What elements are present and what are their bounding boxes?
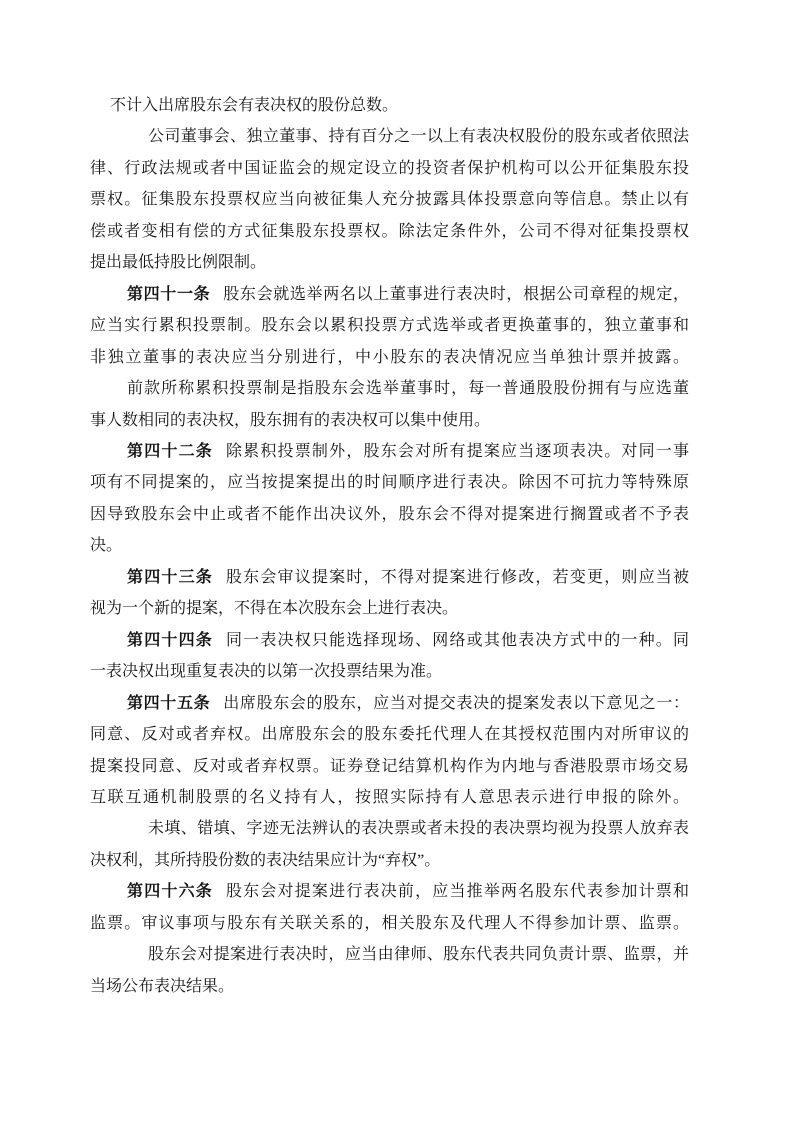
- article-text: 股东会就选举两名以上董事进行表决时，根据公司章程的规定，: [223, 285, 689, 303]
- paragraph-article-42: [90, 436, 689, 562]
- article-text: 除累积投票制外，股东会对所有提案应当逐项表决。对同一事: [225, 442, 689, 460]
- text-line: [90, 688, 689, 719]
- article-number: 第四十五条: [127, 694, 211, 712]
- text-line: 监票。审议事项与股东有关联关系的，相关股东及代理人不得参加计票、监票。: [90, 914, 689, 932]
- article-number: 第四十六条: [127, 883, 213, 901]
- text-line: 同意、反对或者弃权。出席股东会的股东委托代理人在其授权范围内对所审议的: [90, 726, 689, 744]
- text-line: 股东会对提案进行表决时，应当由律师、股东代表共同负责计票、监票，并: [148, 946, 689, 964]
- text-line: [90, 876, 689, 907]
- text-line: 公司董事会、独立董事、持有百分之一以上有表决权股份的股东或者依照法: [148, 128, 689, 146]
- paragraph-carryover: [90, 90, 689, 121]
- paragraph-article-46: [90, 876, 689, 939]
- text-line: 互联互通机制股票的名义持有人，按照实际持有人意思表示进行申报的除外。: [90, 788, 689, 806]
- text-line: 偿或者变相有偿的方式征集股东投票权。除法定条件外，公司不得对征集投票权: [90, 222, 689, 240]
- article-number: 第四十一条: [127, 285, 211, 303]
- article-text: 股东会审议提案时，不得对提案进行修改，若变更，则应当被: [225, 568, 689, 586]
- text-line: 因导致股东会中止或者不能作出决议外，股东会不得对提案进行搁置或者不予表: [90, 505, 689, 523]
- text-line: 项有不同提案的，应当按提案提出的时间顺序进行表决。除因不可抗力等特殊原: [90, 474, 689, 492]
- paragraph-article-44: [90, 625, 689, 688]
- text-line: 提案投同意、反对或者弃权票。证券登记结算机构作为内地与香港股票市场交易: [90, 757, 689, 775]
- paragraph-cumulative-voting-definition: [90, 373, 689, 436]
- article-number: 第四十三条: [127, 568, 213, 586]
- paragraph-proxy-solicitation: [90, 121, 689, 278]
- paragraph-invalid-ballots: [90, 813, 689, 876]
- text-line: 提出最低持股比例限制。: [90, 254, 267, 272]
- text-line: 应当实行累积投票制。股东会以累积投票方式选举或者更换董事的，独立董事和: [90, 317, 689, 335]
- text-line: 一表决权出现重复表决的以第一次投票结果为准。: [90, 663, 443, 681]
- article-text: 同一表决权只能选择现场、网络或其他表决方式中的一种。同: [225, 631, 689, 649]
- text-line: 不计入出席股东会有表决权的股份总数。: [110, 97, 399, 114]
- text-line: 律、行政法规或者中国证监会的规定设立的投资者保护机构可以公开征集股东投: [90, 159, 689, 177]
- text-line: [90, 625, 689, 656]
- text-line: 事人数相同的表决权，股东拥有的表决权可以集中使用。: [90, 411, 491, 429]
- document-body: [90, 90, 689, 1002]
- text-line: [90, 562, 689, 593]
- paragraph-article-45: [90, 688, 689, 814]
- article-number: 第四十四条: [127, 631, 213, 649]
- article-number: 第四十二条: [127, 442, 213, 460]
- text-line: 当场公布表决结果。: [90, 977, 235, 995]
- text-line: [90, 436, 689, 467]
- text-line: 决。: [90, 537, 123, 555]
- paragraph-article-43: [90, 562, 689, 625]
- article-text: 股东会对提案进行表决前，应当推举两名股东代表参加计票和: [225, 883, 689, 901]
- text-line: 决权利，其所持股份数的表决结果应计为“弃权”。: [90, 851, 441, 869]
- article-text: 出席股东会的股东，应当对提交表决的提案发表以下意见之一：: [223, 694, 689, 712]
- text-line: 票权。征集股东投票权应当向被征集人充分披露具体投票意向等信息。禁止以有: [90, 191, 689, 209]
- text-line: 视为一个新的提案，不得在本次股东会上进行表决。: [90, 600, 459, 618]
- text-line: 未填、错填、字迹无法辨认的表决票或者未投的表决票均视为投票人放弃表: [148, 820, 689, 838]
- text-line: 前款所称累积投票制是指股东会选举董事时，每一普通股股份拥有与应选董: [127, 380, 689, 398]
- text-line: 非独立董事的表决应当分别进行，中小股东的表决情况应当单独计票并披露。: [90, 348, 689, 366]
- paragraph-article-41: [90, 279, 689, 373]
- text-line: [90, 279, 689, 310]
- paragraph-vote-counting: [90, 939, 689, 1002]
